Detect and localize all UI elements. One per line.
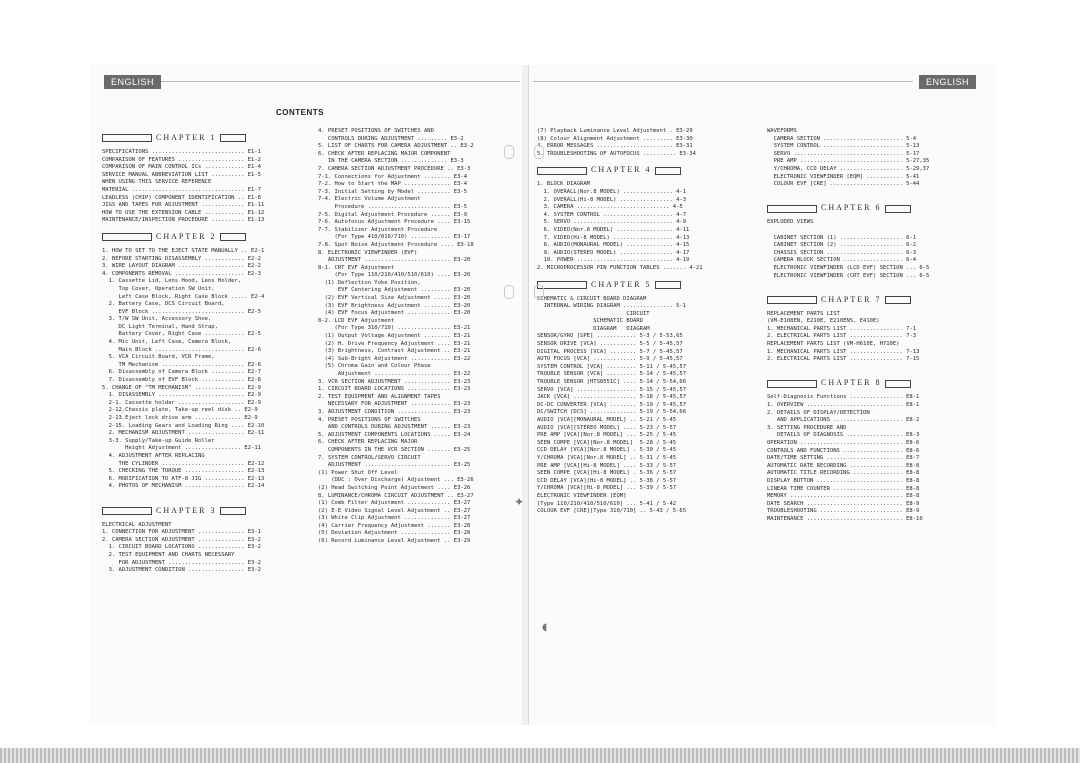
toc-entry: SENSOR/GYRO [SPE] ............ 5-3 / 5-53,65 — [537, 333, 683, 340]
toc-entry: COMPONENTS IN THE VCR SECTION ....... E3-25 — [318, 446, 471, 453]
toc-entry: 3. T/W SW Unit, Accessory Shoe, — [102, 316, 212, 323]
toc-entry: (For Type 410/810/710) ............ E3-17 — [318, 234, 471, 241]
toc-entry: Main Block ........................... E2-6 — [102, 346, 261, 353]
toc-entry: AUTOMATIC TITLE RECORDING ............... E8-8 — [767, 470, 920, 477]
toc-entry: CONTROLS AND FUNCTIONS .................. E8-6 — [767, 447, 920, 454]
toc-entry: SERVO [VCA] .................. 5-15 / 5-45,57 — [537, 386, 687, 393]
toc-entry: OPERATION ............................... E8-6 — [767, 440, 920, 446]
toc-entry — [767, 280, 987, 288]
toc-entry: 5. ADJUSTMENT COMPONENTS LOCATIONS ..... E3-24 — [318, 431, 471, 438]
toc-entry: COMPARISON OF FEATURES .................... E1-2 — [102, 156, 261, 163]
toc-entry: Left Case Block, Right Case Block ..... E2-4 — [102, 293, 265, 300]
toc-entry: DISPLAY BUTTON .......................... E8-8 — [767, 477, 920, 484]
toc-entry: 5. LIST OF CHARTS FOR CAMERA ADJUSTMENT .. E3-2 — [318, 143, 474, 150]
toc-entry: SERVO ................................. 5-17 — [767, 150, 920, 157]
toc-entry: 10. POWER ............................. 4-19 — [537, 257, 690, 264]
toc-entry: DIAGRAM DIAGRAM — [537, 325, 650, 332]
toc-entry: 6. CHECK AFTER REPLACING MAJOR COMPONENT — [318, 150, 451, 157]
toc-entry: JACK [VCA] ................... 5-18 / 5-45,57 — [537, 394, 687, 401]
language-tab-right: ENGLISH — [919, 75, 976, 89]
toc-entry: REPLACEMENT PARTS LIST — [767, 310, 840, 317]
toc-entry: Battery Cover, Right Case ............ E2-5 — [102, 331, 261, 338]
toc-entry: SENSOR DRIVE [VCA] ........... 5-5 / 5-45,57 — [537, 341, 683, 348]
toc-entry: AUDIO [VCA][MONAURAL MODEL] .. 5-21 / 5-45 — [537, 417, 677, 423]
toc-entry: 5. CHANGE OF "TM MECHANISM" ............... E2-9 — [102, 384, 261, 391]
toc-entry: DC Light Terminal, Hand Strap, — [102, 323, 218, 330]
toc-entry: Y/CHROMA, CCD DELAY ................... 5-29,37 — [767, 165, 930, 172]
chapter-heading — [767, 200, 987, 216]
toc-entry: 2. Battery Case, DCS Circuit Board, — [102, 301, 225, 308]
toc-entry: COLOUR EVF [CRE][Type 310/710] .. 5-43 / 5-65 — [537, 508, 687, 515]
toc-entry: SCHEMATIC & CIRCUIT BOARD DIAGRAM — [537, 295, 647, 302]
toc-entry: DC/SWITCH [DCS] .............. 5-19 / 5-54,66 — [537, 409, 687, 416]
toc-entry: 1. CIRCUIT BOARD LOCATIONS .............. E3-2 — [102, 544, 261, 551]
toc-entry: MEMORY .................................. E8-8 — [767, 493, 920, 500]
toc-entry: (1) Deflection Yoke Position, — [318, 279, 421, 286]
toc-entry: PRE AMP ............................... 5-27,35 — [767, 158, 930, 165]
chapter-label: CHAPTER 3 — [156, 505, 217, 515]
toc-column-4 — [767, 128, 987, 524]
toc-entry: ADJUSTMENT .......................... E3-20 — [318, 257, 471, 264]
toc-entry: 5. VCA Circuit Board, VCR Frame, — [102, 354, 215, 361]
toc-entry: FOR ADJUSTMENT ....................... E3-2 — [102, 559, 261, 566]
chapter-label: CHAPTER 4 — [591, 165, 652, 175]
chapter-heading — [102, 503, 302, 519]
toc-entry: 4. SYSTEM CONTROL ..................... 4-7 — [537, 211, 687, 218]
toc-entry: TROUBLE SENSOR [HTS8551C] .... 5-14 / 5-54,66 — [537, 379, 687, 386]
toc-entry: 7-2. How to Start the MAP .............. E3-4 — [318, 181, 468, 188]
toc-entry: AUDIO [VCA][STEREO MODEL] .... 5-23 / 5-57 — [537, 424, 677, 431]
chapter-label: CHAPTER 5 — [591, 279, 652, 289]
toc-entry: ADJUSTMENT .......................... E3-25 — [318, 462, 471, 469]
toc-entry: 3. CAMERA ............................ 4-5 — [537, 204, 683, 211]
toc-entry: COLOUR EVF [CRE] ...................... 5-44 — [767, 181, 920, 188]
chapter-box — [220, 233, 246, 241]
toc-entry: 2. TEST EQUIPMENT AND ALIGNMENT TAPES — [318, 393, 441, 400]
toc-entry: ELECTRONIC VIEWFINDER [EQM] ........... 5-41 — [767, 173, 920, 180]
toc-entry: 2. BEFORE STARTING DISASSEMBLY ............ E2-2 — [102, 255, 261, 262]
toc-entry: (2) EVF Vertical Size Adjustment ..... E3-20 — [318, 295, 471, 302]
language-tab-left: ENGLISH — [104, 75, 161, 89]
toc-entry: DATE SEARCH ............................. E8-9 — [767, 500, 920, 507]
chapter-heading — [102, 229, 302, 245]
chapter-box — [655, 281, 681, 289]
toc-entry: 7-4. Electric Volume Adjustment — [318, 196, 421, 203]
toc-entry: CCD DELAY [VCA][Hi-8 MODEL] .. 5-38 / 5-57 — [537, 477, 677, 484]
toc-entry: AND CONTROLS DURING ADJUSTMENT ...... E3-23 — [318, 424, 471, 431]
right-page — [528, 65, 996, 725]
toc-entry: CAMERA BLOCK SECTION .................. 6-4 — [767, 257, 917, 264]
toc-entry: 5. TROUBLESHOOTING OF AUTOFOCUS .......... E3-34 — [537, 150, 696, 157]
binding-hole — [504, 145, 514, 159]
toc-entry: (2) H. Drive Frequency Adjustment .... E3-21 — [318, 340, 471, 347]
toc-entry: ELECTRONIC VIEWFINDER (CRT EVF) SECTION ... 6-5 — [767, 272, 930, 279]
toc-entry: PRE AMP [VCA][Nor.8 MODEL] ... 5-25 / 5-45 — [537, 432, 677, 439]
toc-entry: 4. ADJUSTMENT AFTER REPLACING — [102, 452, 205, 459]
toc-entry: 9. AUDIO(STEREO MODEL) ................ 4-17 — [537, 249, 690, 256]
toc-entry: 6. Disassembly of Camera Block .......... E2-7 — [102, 369, 261, 376]
scan-bottom-strip — [0, 748, 1080, 763]
toc-entry — [767, 227, 987, 235]
toc-entry: (2) E-E Video Signal Level Adjustment .. E3-27 — [318, 507, 471, 514]
toc-entry: (3) White Clip Adjustment .............. E3-27 — [318, 515, 471, 522]
toc-entry: 2. OVERALL(Hi-8 MODEL) ................ 4-3 — [537, 196, 687, 203]
toc-entry: 2. TEST EQUIPMENT AND CHARTS NECESSARY — [102, 551, 235, 558]
toc-entry: (VM-E108EN, E210E, E210ENS, E410E) — [767, 318, 880, 325]
toc-entry: TROUBLESHOOTING ......................... E8-9 — [767, 508, 920, 515]
toc-entry: SEEN COMPE [VCA][Hi-8 MODEL] . 5-36 / 5-57 — [537, 470, 677, 477]
toc-entry: 4. PHOTOS OF MECHANISM .................. E2-14 — [102, 483, 265, 490]
binding-hole — [504, 285, 514, 299]
toc-entry: 7-5. Digital Adjustment Procedure ...... E3-9 — [318, 211, 468, 218]
toc-entry: 2-15. Loading Gears and Loading Ring .... E2-10 — [102, 422, 265, 429]
toc-entry: INTERNAL WIRING DIAGRAM ............... 5-1 — [537, 303, 687, 310]
toc-entry: MAINTENANCE ............................. E8-10 — [767, 515, 923, 522]
toc-entry: (4) Carrier Frequency Adjustment ....... E3-28 — [318, 522, 471, 529]
toc-entry: 6. CHECK AFTER REPLACING MAJOR — [318, 439, 418, 446]
toc-entry: COMPARISON OF MAIN CONTROL ICs ............ E1-4 — [102, 164, 261, 171]
chapter-heading — [537, 162, 752, 178]
header-rule-left — [150, 81, 520, 82]
toc-entry: Procedure ......................... E3-5 — [318, 203, 468, 210]
toc-entry — [767, 364, 987, 372]
toc-entry: 2-1. Cassette holder .................... E2-9 — [102, 399, 261, 406]
chapter-heading — [102, 130, 302, 146]
toc-entry: 2. DETAILS OF DISPLAY/DETECTION — [767, 409, 870, 416]
toc-entry: 7. SYSTEM CONTROL/SERVO CIRCUIT — [318, 454, 421, 461]
toc-entry: 3-3. Supply/Take-up Guide Roller — [102, 437, 215, 444]
toc-entry: 2-12.Chassis plate, Take-up reel disk .. E2-9 — [102, 407, 258, 414]
chapter-box — [885, 296, 911, 304]
toc-entry: 4. Mic Unit, Left Case, Camera Block, — [102, 339, 232, 346]
chapter-box — [885, 205, 911, 213]
toc-entry: ELECTRONIC VIEWFINDER (LCD EVF) SECTION ... 6-5 — [767, 264, 930, 271]
toc-entry: DETAILS OF DIAGNOSIS ................. E8-3 — [767, 432, 920, 439]
toc-entry: PRE AMP [VCA][Hi-8 MODEL] .... 5-33 / 5-57 — [537, 462, 677, 469]
toc-entry: 1. DISASSEMBLY .......................... E2-9 — [102, 392, 261, 399]
toc-entry: (4) EVF Focus Adjustment ............. E3-20 — [318, 310, 471, 317]
page-title: CONTENTS — [276, 108, 324, 117]
toc-entry: (6) Record Luminance Level Adjustment .. E3-29 — [318, 538, 471, 545]
chapter-heading — [767, 375, 987, 391]
chapter-heading — [767, 292, 987, 308]
toc-entry: 8-1. CRT EVF Adjustment — [318, 264, 395, 271]
chapter-box — [655, 167, 681, 175]
chapter-box — [220, 507, 246, 515]
toc-entry: CIRCUIT — [537, 310, 650, 317]
chapter-heading — [537, 277, 752, 293]
toc-entry: EXPLODED VIEWS — [767, 219, 814, 226]
toc-entry: 4. COMPONENTS REMOVAL ..................... E2-3 — [102, 270, 261, 277]
toc-entry: SERVICE MANUAL ABBREVIATION LIST .......... E1-5 — [102, 171, 261, 178]
toc-entry: Top Cover, Operation SW Unit, — [102, 285, 215, 292]
toc-entry: (For Type 310/710) ................ E3-21 — [318, 325, 471, 332]
toc-entry: SYSTEM CONTROL ........................ 5-13 — [767, 143, 920, 150]
toc-entry: 7. Disassembly of EVF Block ............. E2-8 — [102, 377, 261, 384]
chapter-box — [767, 205, 817, 213]
toc-entry: (1) Output Voltage Adjustment ........ E3-21 — [318, 333, 471, 340]
toc-entry: WAVEFORMS — [767, 128, 797, 134]
chapter-box — [102, 134, 152, 142]
toc-entry: 1. OVERVIEW ............................. E8-1 — [767, 402, 920, 409]
toc-entry: EVF Block ............................ E2-5 — [102, 308, 261, 315]
chapter-label: CHAPTER 1 — [156, 133, 217, 142]
toc-column-3 — [537, 128, 752, 516]
toc-entry: 6. VIDEO(Nor.8 MODEL) ................. 4-11 — [537, 226, 690, 233]
toc-entry: ELECTRICAL ADJUSTMENT — [102, 521, 172, 528]
toc-entry: 1. MECHANICAL PARTS LIST ................ 7-1 — [767, 325, 917, 332]
toc-entry: LINEAR TIME COUNTER ..................... E8-8 — [767, 485, 920, 492]
toc-entry: (5) Deviation Adjustment ............... E3-28 — [318, 530, 471, 537]
toc-entry: 1. HOW TO SET TO THE EJECT STATE MANUALLY .. E2-1 — [102, 247, 265, 254]
toc-entry: (8) Colour Alignment Adjustment ......... E3-30 — [537, 135, 693, 142]
chapter-box — [102, 233, 152, 241]
toc-entry: EVF Centering Adjustment ......... E3-20 — [318, 287, 471, 294]
toc-entry: HOW TO USE THE EXTENSION CABLE ............ E1-12 — [102, 209, 265, 216]
chapter-box — [102, 507, 152, 515]
toc-entry: (1) Comb Filter Adjustment ............. E3-27 — [318, 500, 471, 507]
toc-entry: 5. SERVO .............................. 4-9 — [537, 219, 687, 226]
toc-entry: Height Adjustment ................. E2-11 — [102, 445, 261, 452]
toc-entry: TM Mechanism ......................... E2-6 — [102, 361, 261, 368]
left-page — [90, 65, 523, 725]
toc-entry: LEADLESS (CHIP) COMPONENT IDENTIFICATION .. E1-8 — [102, 194, 261, 201]
toc-entry: (For Type 110/210/410/510/610) .... E3-20 — [318, 272, 471, 279]
chapter-box — [885, 380, 911, 388]
toc-entry: 1. CIRCUIT BOARD LOCATIONS ............. E3-23 — [318, 386, 471, 393]
toc-entry: 7. CAMERA SECTION ADJUSTMENT PROCEDURE .. E3-3 — [318, 165, 471, 172]
toc-entry: 1. BLOCK DIAGRAM — [537, 181, 590, 188]
toc-entry: IN THE CAMERA SECTION .............. E3-3 — [318, 158, 464, 165]
toc-entry: CHASSIS SECTION ....................... 6-3 — [767, 249, 917, 256]
chapter-label: CHAPTER 6 — [821, 203, 882, 213]
toc-entry: 7-6. Autofocus Adjustment Procedure .... E3-15 — [318, 219, 471, 226]
toc-entry: CABINET SECTION (2) ................... 6-2 — [767, 242, 917, 249]
toc-entry: MATERIAL .................................. E1-7 — [102, 186, 261, 193]
header-rule-right — [533, 81, 913, 82]
chapter-box — [220, 134, 246, 142]
toc-entry: AND APPLICATIONS ..................... E8-2 — [767, 417, 920, 424]
toc-entry: 2. MICROPROCESSOR PIN FUNCTION TABLES ....... 4-21 — [537, 264, 703, 271]
scan-speck: ✦ — [514, 495, 525, 509]
toc-entry: AUTO FOCUS [VCA] ............. 5-9 / 5-45,57 — [537, 356, 683, 363]
toc-entry: 7-7. Stabilizer Adjustment Procedure — [318, 226, 438, 233]
toc-entry: CCD DELAY [VCA][Nor.8 MODEL] . 5-30 / 5-45 — [537, 447, 677, 454]
toc-entry: ELECTRONIC VIEWFINDER [EQM] — [537, 492, 627, 499]
toc-entry: 1. OVERALL(Nor.8 MODEL) ............... 4-1 — [537, 188, 687, 195]
toc-entry: CONTROLS DURING ADJUSTMENT ......... E3-2 — [318, 135, 464, 142]
toc-entry: 8-2. LCD EVF Adjustment — [318, 317, 395, 324]
toc-entry: SCHEMATIC BOARD — [537, 318, 643, 325]
toc-entry: 2-13.Eject lock drive arm .............. E2-9 — [102, 415, 258, 421]
toc-entry: 4. PRESET POSITIONS OF SWITCHES AND — [318, 128, 434, 134]
toc-entry: 7-3. Initial Setting by Model .......... E3-5 — [318, 188, 468, 195]
toc-entry: 7-1. Connections for Adjustment ........ E3-4 — [318, 173, 468, 180]
toc-entry: 5. CHECKING THE TORQUE .................. E2-13 — [102, 468, 265, 475]
toc-entry: AUTOMATIC DATE RECORDING ................ E8-8 — [767, 462, 920, 469]
toc-column-1 — [102, 126, 302, 575]
toc-entry: Y/CHROMA [VCA][Hi-8 MODEL] ... 5-39 / 5-57 — [537, 485, 677, 492]
toc-entry: DIGITAL PROCESS [VCA] ........ 5-7 / 5-45,57 — [537, 348, 683, 355]
toc-column-2 — [318, 128, 518, 546]
toc-entry: REPLACEMENT PARTS LIST (VM-H610E, H710E) — [767, 341, 900, 348]
chapter-label: CHAPTER 2 — [156, 231, 217, 241]
toc-entry — [767, 189, 987, 197]
chapter-label: CHAPTER 8 — [821, 378, 882, 388]
toc-entry: 8. LUMINANCE/CHROMA CIRCUIT ADJUSTMENT .. E3-27 — [318, 492, 474, 499]
toc-entry: 6. MODIFICATION TO ATF-8 JIG ............ E2-13 — [102, 475, 265, 482]
toc-entry: SEEN COMPE [VCA][Nor.8 MODEL] 5-28 / 5-45 — [537, 439, 677, 446]
toc-entry: DATE/TIME SETTING ....................... E8-7 — [767, 455, 920, 462]
toc-entry: 3. ADJUSTMENT CONDITION ................ E3-23 — [318, 408, 471, 415]
toc-entry: NECESSARY FOR ADJUSTMENT ............ E3-23 — [318, 401, 471, 408]
toc-entry: (7) Playback Luminance Level Adjustment . E3-29 — [537, 128, 693, 134]
toc-entry: 4. PRESET POSITIONS OF SWITCHES — [318, 416, 421, 423]
binding-hole — [534, 145, 544, 159]
chapter-box — [537, 167, 587, 175]
toc-entry: 1. MECHANICAL PARTS LIST ................ 7-13 — [767, 348, 920, 355]
scan-speck: ◖ — [542, 622, 548, 633]
toc-entry: [Type 110/210/410/510/610] ... 5-41 / 5-42 — [537, 500, 677, 507]
toc-entry: 3. VCR SECTION ADJUSTMENT .............. E3-23 — [318, 378, 471, 385]
toc-entry: 4. ERROR MESSAGES ....................... E3-31 — [537, 143, 693, 150]
toc-entry: (3) EVF Brightness Adjustment ........ E3-20 — [318, 302, 471, 309]
toc-entry: 2. MECHANISM ADJUSTMENT ................. E2-11 — [102, 430, 265, 437]
toc-entry: CAMERA SECTION ........................ 5-4 — [767, 135, 917, 142]
toc-entry: JIGS AND TAPES FOR ADJUSTMENT ............. E1-11 — [102, 202, 265, 209]
toc-entry: THE CYLINDER ......................... E2-12 — [102, 460, 265, 467]
toc-entry: MAINTENANCE/INSPECTION PROCEDURE .......... E1-13 — [102, 217, 265, 224]
binding-hole — [534, 285, 544, 299]
toc-entry: 2. CAMERA SECTION ADJUSTMENT .............. E3-2 — [102, 536, 261, 543]
toc-entry: CABINET SECTION (1) ................... 6-1 — [767, 234, 917, 241]
chapter-box — [537, 281, 587, 289]
toc-entry: 3. SETTING PROCEDURE AND — [767, 424, 847, 431]
toc-entry: 2. ELECTRICAL PARTS LIST ................ 7-3 — [767, 333, 917, 340]
toc-entry: Adjustment ....................... E3-22 — [318, 371, 471, 377]
toc-entry: SYSTEM CONTROL [VCA] ......... 5-11 / 5-45,57 — [537, 363, 687, 370]
toc-entry: 2. ELECTRICAL PARTS LIST ................ 7-15 — [767, 356, 920, 363]
toc-entry: Y/CHROMA [VCA][Nor.8 MODEL] .. 5-31 / 5-45 — [537, 454, 677, 461]
toc-entry: 1. CONNECTION FOR ADJUSTMENT .............. E3-1 — [102, 529, 261, 536]
chapter-box — [767, 296, 817, 304]
toc-entry: (DDC : Over Discharge) Adjustment ... E3-26 — [318, 477, 474, 484]
toc-entry: 1. Cassette Lid, Lens Hood, Lens Holder, — [102, 278, 242, 285]
toc-entry: Self-Diagnosis Functions ................ E8-1 — [767, 394, 920, 401]
toc-entry: (5) Chroma Gain and Colour Phase — [318, 363, 431, 370]
toc-entry: 7-8. Spot Noise Adjustment Procedure .... E3-18 — [318, 241, 474, 248]
toc-entry: TROUBLE SENSOR [VCA] ......... 5-14 / 5-45,57 — [537, 371, 687, 378]
chapter-label: CHAPTER 7 — [821, 294, 882, 304]
toc-entry: WHEN USING THIS SERVICE REFERENCE — [102, 179, 212, 186]
document-spread — [90, 65, 995, 725]
toc-entry: (3) Brightness, Contrast Adjustment .. E3-21 — [318, 348, 471, 355]
toc-entry: (1) Power Shut Off Level — [318, 469, 398, 476]
toc-entry: DC-DC CONVERTER [VCA] ........ 5-19 / 5-45,57 — [537, 401, 687, 408]
toc-entry: 3. ADJUSTMENT CONDITION ................. E3-2 — [102, 567, 261, 574]
chapter-box — [767, 380, 817, 388]
toc-entry: 8. ELECTRONIC VIEWFINDER (EVF) — [318, 249, 418, 256]
toc-entry: (2) Head Switching Point Adjustment .... E3-26 — [318, 484, 471, 491]
toc-entry — [102, 491, 302, 499]
toc-entry: SPECIFICATIONS ............................ E1-1 — [102, 149, 261, 155]
toc-entry: 8. AUDIO(MONAURAL MODEL) .............. 4-15 — [537, 242, 690, 249]
toc-entry: (4) Sub-Bright Adjustment ............ E3-22 — [318, 355, 471, 362]
toc-entry: 3. WIRE LAYOUT DIAGRAM .................... E2-2 — [102, 263, 261, 270]
toc-entry: 7. VIDEO(Hi-8 MODEL) .................. 4-13 — [537, 234, 690, 241]
